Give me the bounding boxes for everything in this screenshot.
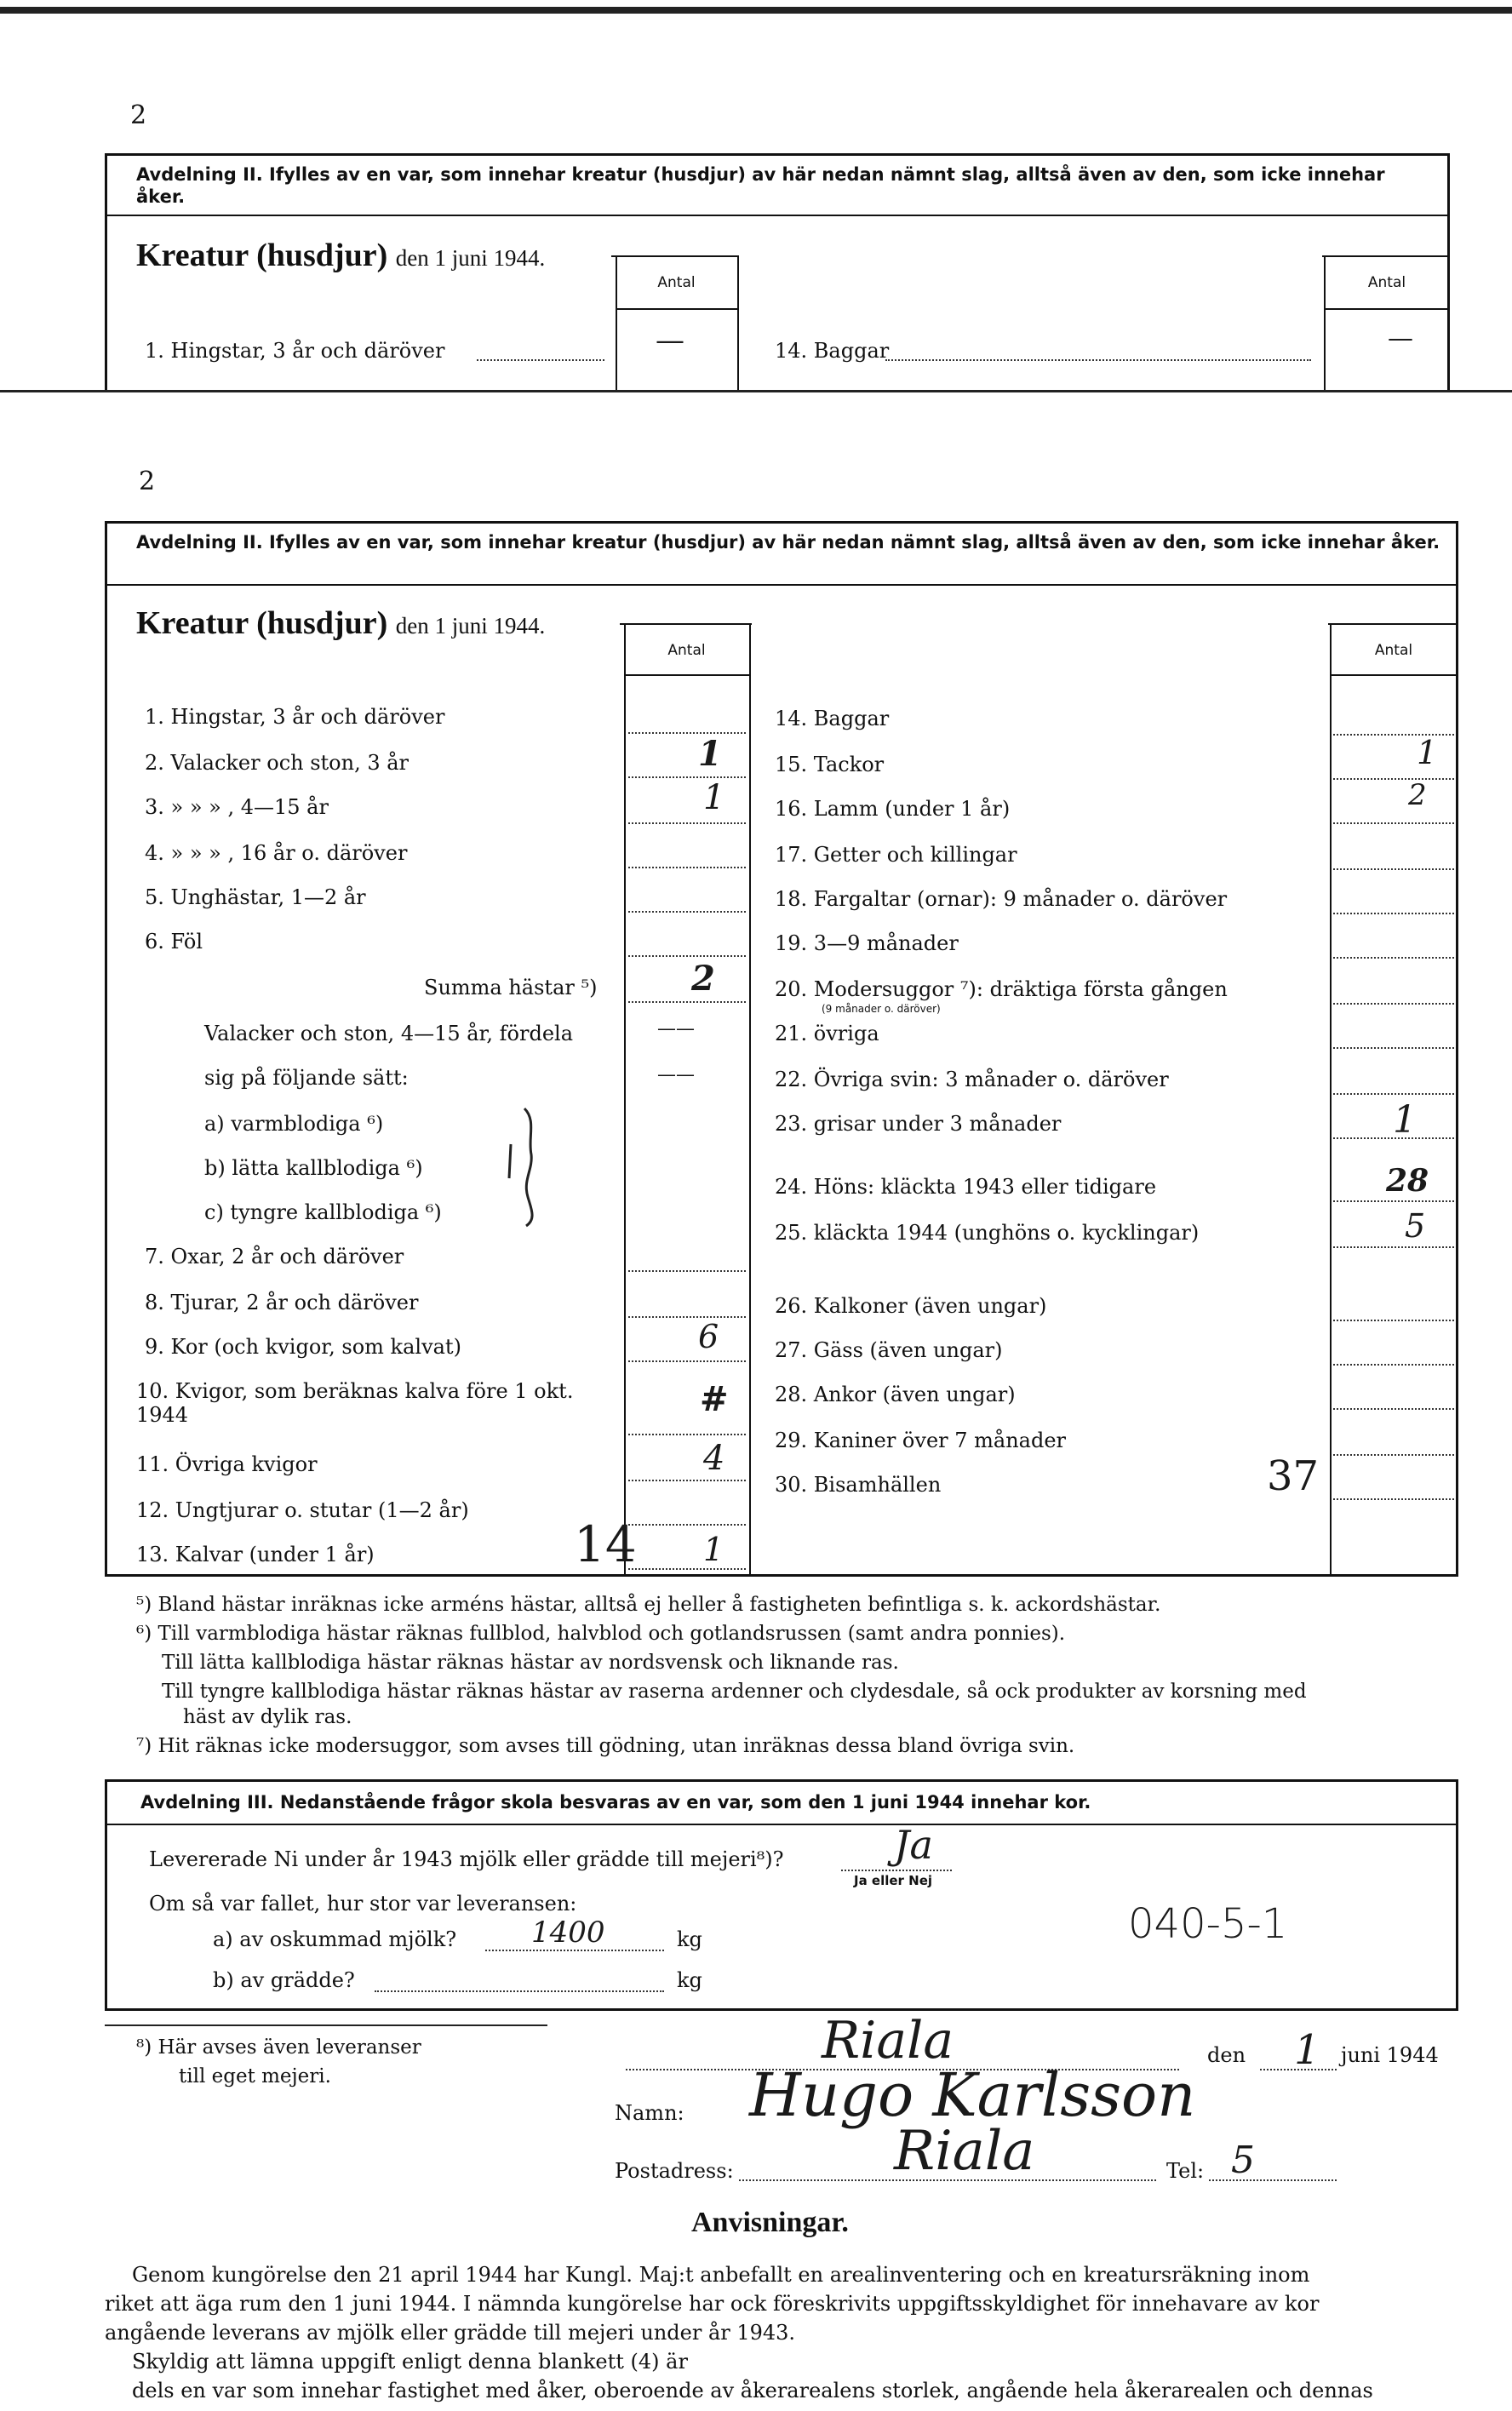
divider: [737, 255, 739, 392]
dot-leader: [628, 1524, 746, 1526]
row-25: 25. kläckta 1944 (unghöns o. kycklingar): [775, 1221, 1200, 1245]
value-row-11: 4: [703, 1439, 725, 1478]
dot-leader: [628, 1270, 746, 1272]
dot-leader: [1333, 1003, 1454, 1005]
q2-label: Om så var fallet, hur stor var leveransen:: [149, 1892, 577, 1916]
qa-value: 1400: [531, 1916, 605, 1950]
value-row-10: #: [700, 1379, 729, 1419]
row-30: 30. Bisamhällen: [775, 1473, 942, 1497]
dot-leader: [628, 1316, 746, 1318]
row-22: 22. Övriga svin: 3 månader o. däröver: [775, 1068, 1169, 1091]
row-5: 5. Unghästar, 1—2 år: [145, 885, 366, 909]
row-17: 17. Getter och killingar: [775, 843, 1017, 867]
scan-edge: [0, 7, 1512, 14]
divider: [1330, 674, 1458, 676]
row-16: 16. Lamm (under 1 år): [775, 797, 1011, 821]
page-number-main: 2: [139, 467, 156, 496]
footnote-6: ⁶) Till varmblodiga hästar räknas fullblod, halvblod och gotlandsrussen (samt andra ponnies).: [136, 1623, 1066, 1645]
dot-leader: [1333, 1200, 1454, 1202]
dot-leader: [628, 1360, 746, 1362]
postadress-value: Riala: [894, 2120, 1035, 2183]
row-11: 11. Övriga kvigor: [136, 1452, 318, 1476]
value-summa: 2: [691, 959, 715, 999]
ja-nej-label: Ja eller Nej: [854, 1873, 933, 1888]
dot-leader: [628, 955, 746, 957]
dot-leader: [1333, 822, 1454, 824]
fragment-header: Avdelning II. Ifylles av en var, som innehar kreatur (husdjur) av här nedan nämnt slag, alltså även av den, som icke innehar åker.: [136, 164, 1385, 207]
dot-leader: [841, 1870, 952, 1871]
dot-leader: [628, 732, 746, 734]
sign-day: 1: [1294, 2026, 1320, 2074]
name-value: Hugo Karlsson: [749, 2060, 1196, 2130]
tel-label: Tel:: [1166, 2159, 1205, 2183]
sign-month-year: juni 1944: [1341, 2043, 1439, 2067]
dot-leader: [628, 776, 746, 778]
fragment-value-14: —: [1388, 324, 1413, 353]
sign-den: den: [1207, 2043, 1246, 2067]
instructions-line-1: Genom kungörelse den 21 april 1944 har Kungl. Maj:t anbefallt en arealinventering och en kreatursräkning inom: [132, 2263, 1310, 2287]
row-b: b) lätta kallblodiga ⁶): [204, 1156, 423, 1180]
row-20-note: (9 månader o. däröver): [822, 1003, 941, 1015]
row-14: 14. Baggar: [775, 707, 890, 730]
footnote-8b: till eget mejeri.: [179, 2065, 331, 2087]
section2-title: Kreatur (husdjur) den 1 juni 1944.: [136, 605, 546, 641]
dot-leader: [1333, 868, 1454, 870]
value-foljande: ——: [657, 1064, 695, 1085]
divider: [1322, 255, 1450, 257]
tel-value: 5: [1231, 2139, 1255, 2182]
margin-14: 14: [574, 1515, 637, 1573]
value-row-16: 2: [1408, 778, 1427, 812]
divider: [1324, 308, 1450, 310]
row-28: 28. Ankor (även ungar): [775, 1383, 1016, 1406]
section3-header: Avdelning III. Nedanstående frågor skola besvaras av en var, som den 1 juni 1944 innehar kor.: [140, 1792, 1091, 1813]
value-row-2: 1: [698, 734, 722, 774]
q1-label: Levererade Ni under år 1943 mjölk eller grädde till mejeri⁸)?: [149, 1847, 784, 1871]
qb-unit: kg: [677, 1968, 702, 1992]
divider: [0, 390, 1512, 392]
row-10: 10. Kvigor, som beräknas kalva före 1 okt. 1944: [136, 1379, 574, 1427]
divider: [616, 308, 737, 310]
qa-unit: kg: [677, 1927, 702, 1951]
postadress-label: Postadress:: [615, 2159, 734, 2183]
section2-header: Avdelning II. Ifylles av en var, som innehar kreatur (husdjur) av här nedan nämnt slag, alltså även av den, som icke innehar åker.: [136, 532, 1440, 553]
dot-leader: [628, 1001, 746, 1003]
top-fragment: [0, 0, 1512, 404]
row-c: c) tyngre kallblodiga ⁶): [204, 1200, 442, 1224]
divider: [105, 215, 1450, 216]
brace-scribble: [502, 1103, 570, 1231]
dot-leader: [628, 1434, 746, 1435]
fragment-row-1: 1. Hingstar, 3 år och däröver: [145, 339, 445, 363]
dot-leader: [1333, 1320, 1454, 1321]
dot-leader: [1260, 2069, 1337, 2070]
value-row-23: 1: [1393, 1098, 1417, 1142]
dot-leader: [628, 867, 746, 868]
dot-leader: [1333, 1408, 1454, 1410]
dot-leader: [1333, 1047, 1454, 1049]
name-label: Namn:: [615, 2101, 684, 2125]
dot-leader: [1333, 1498, 1454, 1500]
value-row-13: 1: [703, 1531, 724, 1568]
dot-leader: [1333, 1454, 1454, 1456]
antal-left-border-r: [749, 623, 751, 1577]
fragment-title: Kreatur (husdjur) den 1 juni 1944.: [136, 238, 546, 273]
q1-answer: Ja: [894, 1822, 933, 1868]
instructions-line-5: dels en var som innehar fastighet med åker, oberoende av åkerarealens storlek, angående hela åkerarealen och dennas: [132, 2379, 1373, 2402]
fragment-antal-right: Antal: [1367, 274, 1406, 291]
row-1: 1. Hingstar, 3 år och däröver: [145, 705, 445, 729]
instructions-line-2: riket att äga rum den 1 juni 1944. I nämnda kungörelse har ock föreskrivits uppgiftsskyldighet för innehavare av kor: [105, 2292, 1320, 2316]
fragment-row-14: 14. Baggar: [775, 339, 890, 363]
value-row-3: 1: [703, 778, 725, 817]
qa-label: a) av oskummad mjölk?: [213, 1927, 457, 1951]
row-20: 20. Modersuggor ⁷): dräktiga första gången: [775, 977, 1228, 1001]
dot-leader: [1333, 1364, 1454, 1366]
footnote-6d: häst av dylik ras.: [183, 1706, 352, 1728]
row-15: 15. Tackor: [775, 753, 885, 776]
row-summa: Summa hästar ⁵): [424, 976, 598, 999]
dot-leader: [628, 822, 746, 824]
dot-leader: [1333, 778, 1454, 780]
dot-leader: [1209, 2179, 1337, 2181]
row-foljande: sig på följande sätt:: [204, 1066, 409, 1090]
row-2: 2. Valacker och ston, 3 år: [145, 751, 410, 775]
page-number: 2: [130, 100, 147, 130]
antal-left-header: Antal: [667, 642, 706, 659]
instructions-line-4: Skyldig att lämna uppgift enligt denna blankett (4) är: [132, 2350, 688, 2374]
row-6: 6. Föl: [145, 930, 203, 954]
antal-left-border-l: [624, 623, 626, 1577]
footnote-6b: Till lätta kallblodiga hästar räknas hästar av nordsvensk och liknande ras.: [162, 1652, 899, 1674]
divider: [105, 584, 1458, 586]
qb-label: b) av grädde?: [213, 1968, 355, 1992]
row-23: 23. grisar under 3 månader: [775, 1112, 1062, 1136]
row-24: 24. Höns: kläckta 1943 eller tidigare: [775, 1175, 1157, 1199]
dot-leader: [375, 1990, 664, 1992]
value-fordela: ——: [657, 1018, 695, 1039]
footnote-7: ⁷) Hit räknas icke modersuggor, som avses till gödning, utan inräknas dessa bland övriga svin.: [136, 1735, 1075, 1757]
dot-leader: [1333, 957, 1454, 959]
row-4: 4. » » » , 16 år o. däröver: [145, 841, 408, 865]
row-8: 8. Tjurar, 2 år och däröver: [145, 1291, 419, 1314]
antal-right-border-l: [1330, 623, 1332, 1577]
row-21: 21. övriga: [775, 1022, 879, 1045]
dot-leader: [628, 1480, 746, 1481]
dot-leader: [628, 1568, 746, 1570]
footnote-8: ⁸) Här avses även leveranser: [136, 2036, 421, 2059]
dot-leader: [1333, 1093, 1454, 1095]
divider: [624, 674, 749, 676]
divider: [1328, 623, 1458, 625]
divider: [105, 2024, 547, 2026]
row-a: a) varmblodiga ⁶): [204, 1112, 384, 1136]
row-27: 27. Gäss (även ungar): [775, 1338, 1003, 1362]
dot-leader: [628, 911, 746, 913]
footnote-5: ⁵) Bland hästar inräknas icke arméns hästar, alltså ej heller å fastigheten befintliga s. k. ackordshästar.: [136, 1594, 1161, 1616]
value-row-25: 5: [1405, 1207, 1426, 1245]
value-row-15: 1: [1417, 734, 1438, 771]
instructions-title: Anvisningar.: [691, 2207, 849, 2238]
dot-leader: [1333, 1246, 1454, 1248]
row-7: 7. Oxar, 2 år och däröver: [145, 1245, 404, 1268]
dot-leader: [1333, 913, 1454, 914]
row-13: 13. Kalvar (under 1 år): [136, 1543, 375, 1566]
fragment-value-1: —: [656, 324, 684, 358]
row-12: 12. Ungtjurar o. stutar (1—2 år): [136, 1498, 469, 1522]
instructions-line-3: angående leverans av mjölk eller grädde till mejeri under år 1943.: [105, 2321, 796, 2345]
dot-leader: [485, 1950, 664, 1951]
value-row-9: 6: [698, 1318, 719, 1355]
divider: [620, 623, 752, 625]
fragment-antal-left: Antal: [657, 274, 696, 291]
row-9: 9. Kor (och kvigor, som kalvat): [145, 1335, 461, 1359]
stamp-number: 040-5-1: [1128, 1900, 1288, 1948]
row-19: 19. 3—9 månader: [775, 931, 959, 955]
row-18: 18. Fargaltar (ornar): 9 månader o. däröver: [775, 887, 1228, 911]
sign-place: Riala: [822, 2011, 954, 2070]
divider: [611, 255, 739, 257]
margin-37: 37: [1267, 1452, 1320, 1500]
footnote-6c: Till tyngre kallblodiga hästar räknas hästar av raserna ardenner och clydesdale, så ock produkter av korsning med: [162, 1681, 1307, 1703]
dot-leader: [885, 359, 1311, 361]
row-3: 3. » » » , 4—15 år: [145, 795, 329, 819]
row-29: 29. Kaniner över 7 månader: [775, 1429, 1067, 1452]
dot-leader: [477, 359, 604, 361]
divider: [105, 1824, 1458, 1825]
row-26: 26. Kalkoner (även ungar): [775, 1294, 1047, 1318]
antal-right-header: Antal: [1374, 642, 1413, 659]
row-fordela: Valacker och ston, 4—15 år, fördela: [204, 1022, 574, 1045]
value-row-24: 28: [1386, 1163, 1429, 1199]
